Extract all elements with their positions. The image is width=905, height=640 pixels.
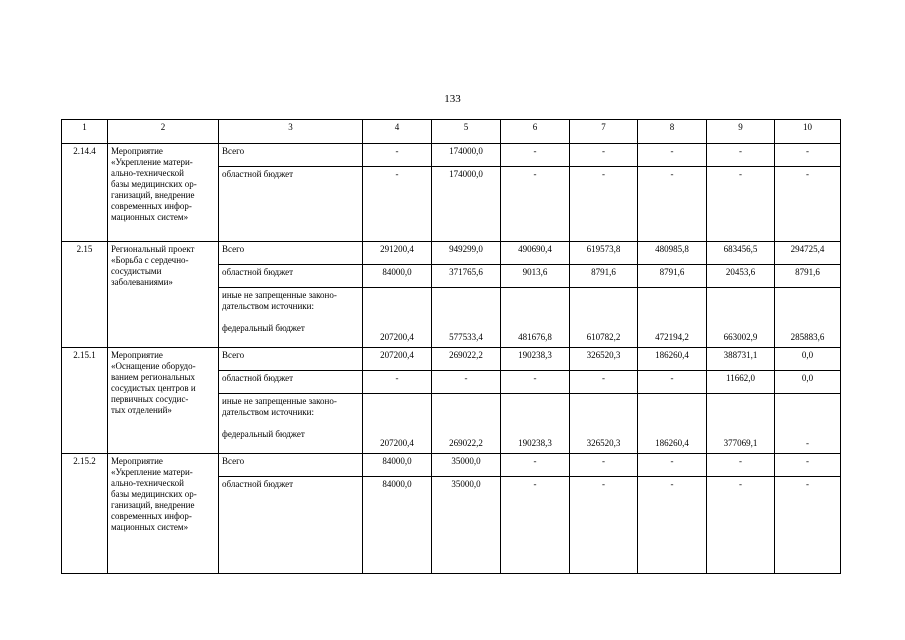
amount-cell: - [707,167,775,242]
item-title [108,242,219,348]
amount-cell: - [638,371,707,394]
amount-cell: - [363,144,432,167]
funding-source [219,477,363,574]
amount-cell: 190238,3 [501,394,570,454]
funding-source [219,288,363,348]
column-header: 10 [775,120,841,144]
amount-cell: 35000,0 [432,454,501,477]
amount-cell: - [570,167,638,242]
column-header: 6 [501,120,570,144]
amount-cell: - [775,477,841,574]
item-code: 2.15 [62,242,108,348]
amount-cell: - [570,477,638,574]
item-title-line: первичных сосудис- [111,394,189,404]
table-body [62,120,841,574]
amount-cell: - [638,167,707,242]
funding-source [219,144,363,167]
amount-cell: - [775,144,841,167]
amount-cell: - [501,454,570,477]
amount-cell: 84000,0 [363,477,432,574]
item-title-line: заболеваниями» [111,277,173,287]
amount-cell: - [501,167,570,242]
item-title-line: сосудистыми [111,266,162,276]
amount-cell: 490690,4 [501,242,570,265]
amount-cell: 35000,0 [432,477,501,574]
funding-source-line: Всего [222,146,245,156]
item-title-line: мационных систем» [111,212,189,222]
amount-cell: 269022,2 [432,394,501,454]
amount-cell: 326520,3 [570,348,638,371]
amount-cell: - [775,454,841,477]
item-title-line: Мероприятие [111,146,163,156]
amount-cell: - [570,371,638,394]
amount-cell: 186260,4 [638,348,707,371]
amount-cell: 294725,4 [775,242,841,265]
amount-cell: 683456,5 [707,242,775,265]
funding-source-line [222,418,359,429]
item-title-line: сосудистых центров и [111,383,196,393]
funding-source-line [222,312,359,323]
item-title-line: «Оснащение оборудо- [111,361,196,371]
amount-cell: 0,0 [775,371,841,394]
column-header: 4 [363,120,432,144]
item-code: 2.15.2 [62,454,108,574]
amount-cell: 663002,9 [707,288,775,348]
column-header: 9 [707,120,775,144]
item-title-line: ванием региональных [111,372,196,382]
amount-cell: - [707,144,775,167]
funding-source-line: федеральный бюджет [222,323,305,333]
amount-cell: 11662,0 [707,371,775,394]
funding-source [219,242,363,265]
column-header-row [62,120,841,144]
amount-cell: 577533,4 [432,288,501,348]
funding-source-line: иные не запрещенные законо- [222,290,337,300]
column-header: 1 [62,120,108,144]
amount-cell: 9013,6 [501,265,570,288]
budget-table [61,119,841,574]
funding-source-line: областной бюджет [222,373,294,383]
amount-cell: - [638,144,707,167]
funding-source-line: дательством источники: [222,301,314,311]
funding-source-line: Всего [222,350,245,360]
funding-source [219,348,363,371]
amount-cell: 8791,6 [570,265,638,288]
item-title [108,454,219,574]
amount-cell: 269022,2 [432,348,501,371]
amount-cell: 186260,4 [638,394,707,454]
column-header: 5 [432,120,501,144]
amount-cell: 84000,0 [363,454,432,477]
amount-cell: - [501,144,570,167]
amount-cell: 8791,6 [775,265,841,288]
item-title-line: Мероприятие [111,456,163,466]
amount-cell: 190238,3 [501,348,570,371]
amount-cell: 371765,6 [432,265,501,288]
page-number: 133 [444,93,461,105]
amount-cell: - [363,371,432,394]
item-title-line: ганизаций, внедрение [111,190,195,200]
amount-cell: - [570,454,638,477]
funding-source-line: федеральный бюджет [222,429,305,439]
item-title [108,348,219,454]
table-row [62,242,841,265]
item-title-line: ганизаций, внедрение [111,500,195,510]
table-row [62,144,841,167]
item-title [108,144,219,242]
amount-cell: 174000,0 [432,144,501,167]
amount-cell: - [501,477,570,574]
funding-source [219,167,363,242]
amount-cell: 20453,6 [707,265,775,288]
amount-cell: 949299,0 [432,242,501,265]
funding-source [219,454,363,477]
amount-cell: 388731,1 [707,348,775,371]
amount-cell: - [707,477,775,574]
item-title-line: «Борьба с сердечно- [111,255,189,265]
funding-source-line: областной бюджет [222,479,294,489]
funding-source-line: областной бюджет [222,267,294,277]
item-title-line: Мероприятие [111,350,163,360]
amount-cell: 481676,8 [501,288,570,348]
amount-cell: 285883,6 [775,288,841,348]
amount-cell: - [707,454,775,477]
item-code: 2.15.1 [62,348,108,454]
amount-cell: - [775,394,841,454]
amount-cell: - [501,371,570,394]
amount-cell: 377069,1 [707,394,775,454]
funding-source [219,394,363,454]
item-title-line: мационных систем» [111,522,189,532]
amount-cell: - [638,454,707,477]
amount-cell: - [363,167,432,242]
funding-source-line: иные не запрещенные законо- [222,396,337,406]
amount-cell: 0,0 [775,348,841,371]
item-title-line: современных инфор- [111,511,192,521]
item-code: 2.14.4 [62,144,108,242]
column-header: 2 [108,120,219,144]
amount-cell: - [775,167,841,242]
amount-cell: 207200,4 [363,394,432,454]
column-header: 8 [638,120,707,144]
amount-cell: 207200,4 [363,348,432,371]
funding-source [219,265,363,288]
table-row [62,454,841,477]
item-title-line: «Укрепление матери- [111,157,193,167]
column-header: 3 [219,120,363,144]
amount-cell: - [638,477,707,574]
item-title-line: базы медицинских ор- [111,489,197,499]
funding-source-line: дательством источники: [222,407,314,417]
funding-source-line: областной бюджет [222,169,294,179]
item-title-line: Региональный проект [111,244,195,254]
item-title-line: современных инфор- [111,201,192,211]
funding-source [219,371,363,394]
amount-cell: - [432,371,501,394]
amount-cell: 207200,4 [363,288,432,348]
column-header: 7 [570,120,638,144]
funding-source-line: Всего [222,244,245,254]
amount-cell: 480985,8 [638,242,707,265]
item-title-line: тых отделений» [111,405,172,415]
item-title-line: ально-технической [111,478,184,488]
amount-cell: 84000,0 [363,265,432,288]
amount-cell: 291200,4 [363,242,432,265]
amount-cell: 326520,3 [570,394,638,454]
item-title-line: базы медицинских ор- [111,179,197,189]
amount-cell: - [570,144,638,167]
amount-cell: 174000,0 [432,167,501,242]
amount-cell: 610782,2 [570,288,638,348]
amount-cell: 619573,8 [570,242,638,265]
amount-cell: 472194,2 [638,288,707,348]
item-title-line: «Укрепление матери- [111,467,193,477]
table-row [62,348,841,371]
item-title-line: ально-технической [111,168,184,178]
amount-cell: 8791,6 [638,265,707,288]
funding-source-line: Всего [222,456,245,466]
